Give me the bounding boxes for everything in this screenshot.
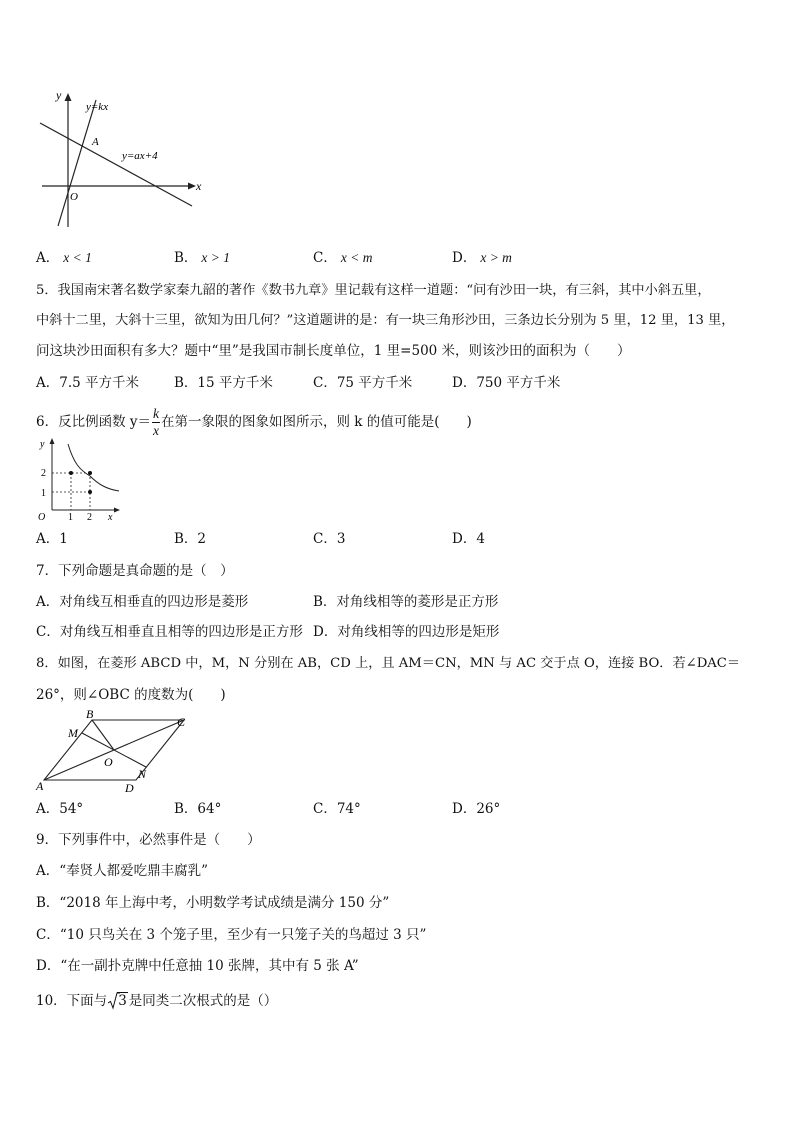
origin-label: O (70, 191, 78, 203)
y-axis-label: y (56, 88, 62, 102)
q4-figure (36, 86, 211, 231)
option-letter: C． (313, 250, 337, 266)
q8-option-d[interactable]: D．26° (452, 801, 501, 817)
y-tick-2: 2 (41, 468, 46, 479)
fraction-denominator: x (153, 423, 160, 438)
q4-option-d[interactable] (452, 249, 512, 267)
option-expr: x > m (480, 250, 512, 265)
line-kx-label: y=kx (86, 101, 109, 113)
y-axis-arrow (50, 438, 55, 444)
q8-line-1: 8．如图，在菱形 ABCD 中，M，N 分别在 AB，CD 上，且 AM＝CN，MN 与 AC 交于点 O，连接 BO．若∠DAC＝ (36, 656, 741, 671)
option-letter: B． (174, 250, 198, 266)
q7-option-b[interactable]: B．对角线相等的菱形是正方形 (313, 594, 499, 610)
point-2-2 (88, 471, 92, 475)
radical-sign-icon (108, 992, 120, 1010)
radicand: 3 (118, 993, 127, 1009)
option-expr: x < m (340, 250, 373, 265)
option-expr: x < 1 (63, 250, 92, 265)
point-2-1 (88, 490, 92, 494)
q8-figure (34, 708, 196, 794)
label-b: B (86, 708, 94, 721)
point-1-2 (69, 471, 73, 475)
x-label: x (108, 512, 113, 523)
point-a-label: A (92, 136, 99, 148)
label-n: N (138, 767, 147, 781)
label-c: C (177, 715, 186, 729)
x-axis-arrow (114, 508, 120, 513)
x-tick-2: 2 (87, 512, 92, 523)
label-m: M (68, 726, 78, 740)
q10-suffix: 是同类二次根式的是（） (128, 993, 278, 1009)
q10-prefix: 10．下面与 (36, 993, 108, 1009)
q9-stem: 9．下列事件中，必然事件是（ ） (36, 832, 261, 848)
q9-option-a[interactable]: A．“奉贤人都爱吃鼎丰腐乳” (36, 863, 209, 879)
q10-stem (36, 992, 277, 1010)
label-o: O (104, 755, 113, 769)
x-axis-label: x (196, 179, 202, 193)
q4-option-b[interactable] (174, 249, 230, 267)
fraction-numerator: k (153, 406, 160, 421)
q7-option-c[interactable]: C．对角线互相垂直且相等的四边形是正方形 (36, 624, 303, 640)
q6-option-a[interactable]: A．1 (36, 531, 68, 547)
option-expr: x > 1 (201, 250, 231, 265)
q5-option-b[interactable]: B．15 平方千米 (174, 375, 273, 391)
option-letter: D． (452, 250, 477, 266)
fraction (152, 406, 160, 439)
sqrt-expression (108, 992, 128, 1010)
q6-stem (36, 404, 472, 440)
option-letter: A． (36, 250, 60, 266)
q5-line-3: 问这块沙田面积有多大？题中“里”是我国市制长度单位，1 里=500 米，则该沙田的面积为（ ） (36, 343, 631, 359)
hyperbola-curve (68, 444, 119, 491)
q8-option-c[interactable]: C．74° (313, 801, 361, 817)
q6-option-d[interactable]: D．4 (452, 531, 485, 547)
q9-option-c[interactable]: C．“10 只鸟关在 3 个笼子里，至少有一只笼子关的鸟超过 3 只” (36, 927, 427, 943)
q6-suffix: 在第一象限的图象如图所示，则 k 的值可能是( ) (161, 414, 472, 430)
label-a: A (36, 779, 44, 793)
q9-option-d[interactable]: D．“在一副扑克牌中任意抽 10 张牌，其中有 5 张 A” (36, 958, 359, 974)
q8-option-b[interactable]: B．64° (174, 801, 222, 817)
q6-option-b[interactable]: B．2 (174, 531, 207, 547)
line-ax-plus-4 (40, 123, 192, 206)
q6-figure (34, 436, 126, 524)
line-ax4-label: y=ax+4 (122, 150, 158, 162)
q7-option-a[interactable]: A．对角线互相垂直的四边形是菱形 (36, 594, 249, 610)
q8-line-2: 26°，则∠OBC 的度数为( ) (36, 687, 226, 703)
q5-option-d[interactable]: D．750 平方千米 (452, 375, 561, 391)
label-d: D (125, 781, 134, 794)
line-kx (58, 100, 96, 226)
q5-line-2: 中斜十二里，大斜十三里，欲知为田几何？”这道题讲的是：有一块三角形沙田，三条边长分别为 5 里，12 里，13 里， (36, 313, 735, 328)
y-label: y (40, 439, 45, 450)
q8-option-a[interactable]: A．54° (36, 801, 84, 817)
segment-bo (92, 720, 114, 750)
q5-line-1: 5．我国南宋著名数学家秦九韶的著作《数书九章》里记载有这样一道题：“问有沙田一块，有三斜，其中小斜五里， (36, 283, 711, 298)
q6-prefix: 6．反比例函数 y＝ (36, 414, 152, 430)
q4-option-c[interactable] (313, 249, 372, 267)
q7-option-d[interactable]: D．对角线相等的四边形是矩形 (313, 624, 500, 640)
q9-option-b[interactable]: B．“2018 年上海中考，小明数学考试成绩是满分 150 分” (36, 895, 390, 911)
q6-option-c[interactable]: C．3 (313, 531, 346, 547)
q5-option-a[interactable]: A．7.5 平方千米 (36, 375, 140, 391)
y-axis-arrow (65, 93, 72, 101)
y-tick-1: 1 (41, 488, 46, 499)
q4-option-a[interactable] (36, 249, 92, 267)
q7-stem: 7．下列命题是真命题的是（ ） (36, 563, 234, 579)
q5-option-c[interactable]: C．75 平方千米 (313, 375, 413, 391)
x-axis-arrow (188, 183, 196, 190)
origin-label: O (38, 512, 46, 523)
x-tick-1: 1 (68, 512, 73, 523)
